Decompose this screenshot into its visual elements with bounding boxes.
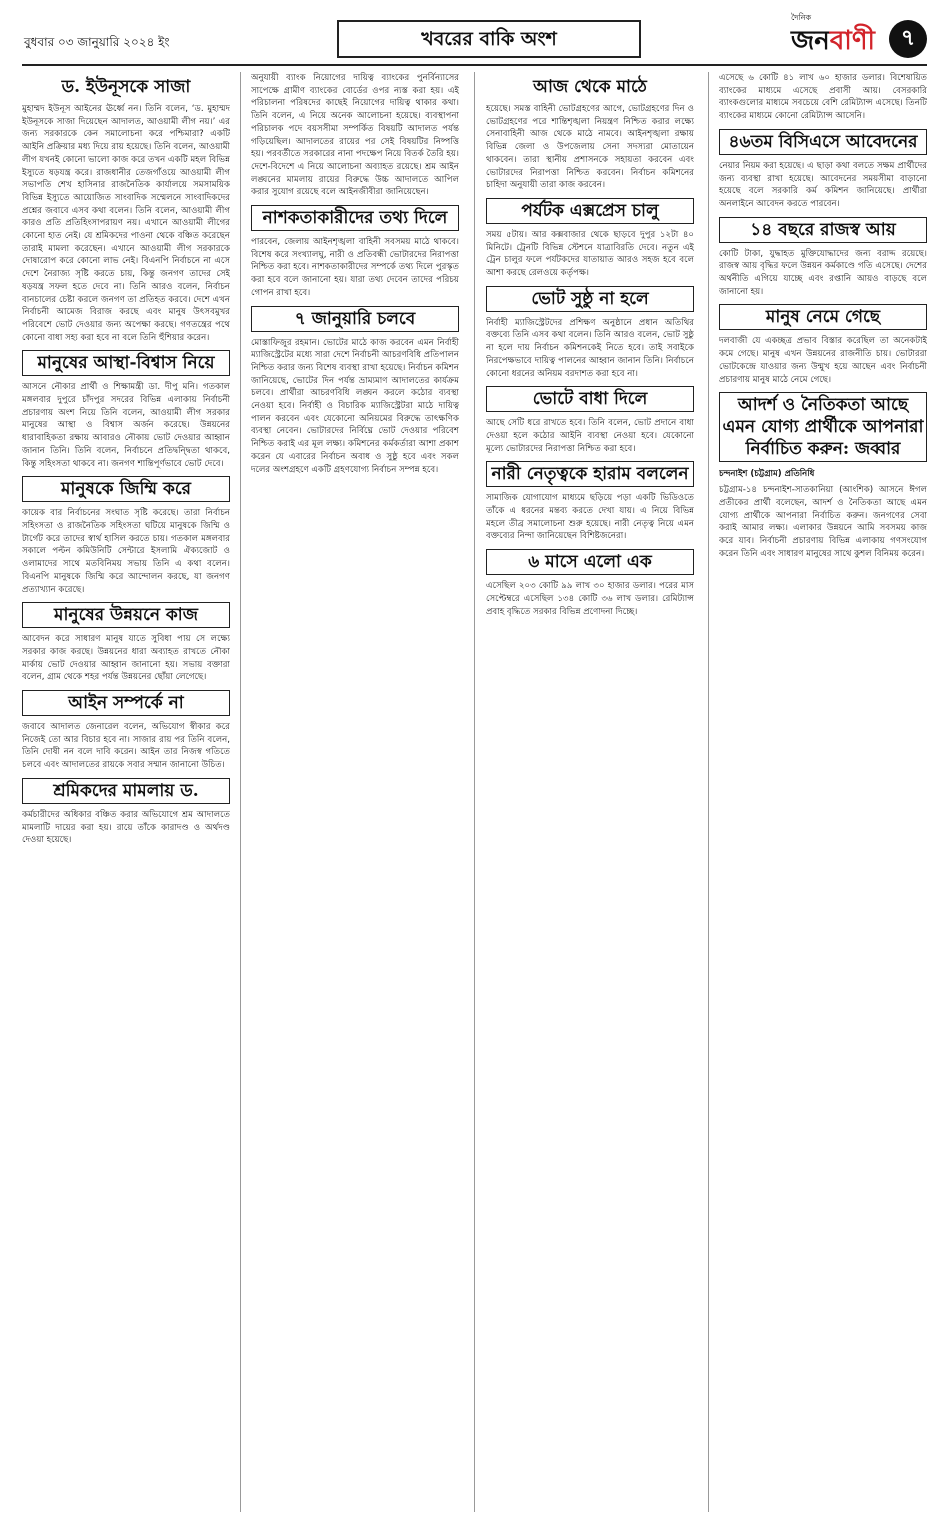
article-headline[interactable]: আজ থেকে মাঠে xyxy=(533,77,647,97)
article-headline[interactable]: ভোটে বাধা দিলে xyxy=(486,386,694,412)
article xyxy=(719,392,927,560)
logo-part1: জন xyxy=(791,26,830,56)
article-body: অনুযায়ী ব্যাংক নিয়োগের দায়িত্ব ব্যাংকের পুনর্বিন্যাসের সাপেক্ষে গ্রামীণ ব্যাংকের বোর্ডের ওপর ন্যস্ত করা হয়। এই পরিচালনা পরিষদের কাছেই নিয়োগের দায়িত্ব থাকার কথা। তিনি বলেন, এ নিয়ে অনেক আলোচনা হয়েছে। ব্যবস্থাপনা পরিচালক পদে বয়সসীমা সম্পর্কিত বিষয়টি আদালত পর্যন্ত গড়িয়েছিল। আদালতের রায়ের পর সেই বিষয়টির নিষ্পত্তি হয়। পরবর্তীতে সরকারের নানা পদক্ষেপ নিয়ে বিতর্ক তৈরি হয়। দেশে-বিদেশে এ নিয়ে আলোচনা অব্যাহত রয়েছে। শ্রম আইন লঙ্ঘনের মামলায় রায়ের বিরুদ্ধে উচ্চ আদালতে আপিল করার সুযোগ রয়েছে বলে আইনজীবীরা জানিয়েছেন। xyxy=(251,73,459,198)
article xyxy=(719,217,927,299)
article-body: মুহাম্মদ ইউনূস আইনের ঊর্ধ্বে নন। তিনি বলেন, ‘ড. মুহাম্মদ ইউনূসকে সাজা দিয়েছেন আদালত, আওয়ামী লীগ নয়।’ এর জন্য সরকারকে কেন সমালোচনা করে পশ্চিমারা? একটি আইনি প্রক্রিয়ার মধ্য দিয়ে রায় হয়েছে। তিনি বলেন, আওয়ামী লীগ যখনই কোনো ভালো কাজ করে তখন একটি মহল বিভিন্ন ইস্যুতে ষড়যন্ত্র করে। রাজধানীর তেজগাঁওয়ে আওয়ামী লীগ সভাপতি শেখ হাসিনার রাজনৈতিক কার্যালয়ে সমসাময়িক বিভিন্ন ইস্যুতে আয়োজিত সাংবাদিক সম্মেলনে সাংবাদিকদের প্রশ্নের জবাবে এসব কথা বলেন। তিনি বলেন, আওয়ামী লীগ কারও প্রতি প্রতিহিংসাপরায়ণ নয়। এখানে আওয়ামী লীগের কোনো হাত নেই। যে শ্রমিকদের পাওনা থেকে বঞ্চিত করেছেন তারাই মামলা করেছেন। এখানে আওয়ামী লীগ সরকারকে দোষারোপ করে কোনো লাভ নেই। বিএনপি নির্বাচনে না এসে দেশে নৈরাজ্য সৃষ্টি করতে চায়, কিন্তু জনগণ তাদের সেই ষড়যন্ত্র সফল হতে দেবে না। তিনি আরও বলেন, নির্বাচন বানচালের চেষ্টা করলে জনগণ তা প্রতিহত করবে। দেশে এখন নির্বাচনী আমেজ বিরাজ করছে এবং মানুষ উৎসবমুখর পরিবেশে ভোট দেওয়ার জন্য অপেক্ষা করছে। গণতন্ত্রের পথে কোনো বাধা সহ্য করা হবে না বলে তিনি হুঁশিয়ার করেন। xyxy=(22,104,230,343)
article xyxy=(486,549,694,618)
article xyxy=(486,76,694,192)
article xyxy=(251,205,459,300)
article xyxy=(486,461,694,543)
article-body: আসনে নৌকার প্রার্থী ও শিক্ষামন্ত্রী ডা. দীপু মনি। গতকাল মঙ্গলবার দুপুরে চাঁদপুর সদরের বিভিন্ন এলাকায় নির্বাচনী প্রচারণায় অংশ নিয়ে তিনি বলেন, আওয়ামী লীগ সরকার মানুষের আস্থা ও বিশ্বাস অর্জন করেছে। উন্নয়নের ধারাবাহিকতা রক্ষায় আবারও নৌকায় ভোট দেওয়ার আহ্বান জানান তিনি। তিনি বলেন, নির্বাচনে প্রতিদ্বন্দ্বিতা থাকবে, কিন্তু সহিংসতা থাকবে না। জনগণ শান্তিপূর্ণভাবে ভোট দেবে। xyxy=(22,382,230,469)
column-4 xyxy=(719,72,927,1514)
article xyxy=(486,386,694,455)
article-headline[interactable]: পর্যটক এক্সপ্রেস চালু xyxy=(486,198,694,224)
article xyxy=(22,602,230,684)
article-body: চট্টগ্রাম-১৪ চন্দনাইশ-সাতকানিয়া (আংশিক) আসনে ঈগল প্রতীকের প্রার্থী বলেছেন, আদর্শ ও নৈতিকতা আছে এমন যোগ্য প্রার্থীকে আপনারা নির্বাচিত করুন। জনগণের সেবা করাই আমার লক্ষ্য। এলাকার উন্নয়নে আমি সবসময় কাজ করে যাব। নির্বাচনী প্রচারণায় বিভিন্ন এলাকায় গণসংযোগ করেন তিনি এবং সাধারণ মানুষের সাথে কুশল বিনিময় করেন। xyxy=(719,485,927,559)
article-headline[interactable]: ভোট সুষ্ঠু না হলে xyxy=(486,286,694,312)
column-1 xyxy=(22,72,230,1514)
article xyxy=(486,286,694,381)
article-body: আছে সেটি ধরে রাখতে হবে। তিনি বলেন, ভোট প্রদানে বাধা দেওয়া হলে কঠোর আইনি ব্যবস্থা নেওয়া হবে। যেকোনো মূল্যে ভোটারদের নিরাপত্তা নিশ্চিত করা হবে। xyxy=(486,418,694,454)
article xyxy=(22,350,230,470)
article xyxy=(486,198,694,280)
article-headline[interactable]: ৪৬তম বিসিএসে আবেদনের xyxy=(719,129,927,155)
column-2 xyxy=(251,72,459,1514)
article xyxy=(22,76,230,344)
article-body: নেয়ার নিয়ম করা হয়েছে। এ ছাড়া কথা বলতে সক্ষম প্রার্থীদের জন্য ব্যবস্থা রাখা হয়েছে। আবেদনের সময়সীমা বাড়ানো হয়েছে বলে সরকারি কর্ম কমিশন জানিয়েছে। প্রার্থীরা অনলাইনে আবেদন করতে পারবেন। xyxy=(719,160,927,209)
article-byline: চন্দনাইশ (চট্টগ্রাম) প্রতিনিধি xyxy=(719,469,815,480)
logo-daily: দৈনিক xyxy=(791,13,812,22)
article-headline[interactable]: নাশকতাকারীদের তথ্য দিলে xyxy=(251,205,459,231)
article-headline[interactable]: নারী নেতৃত্বকে হারাম বললেন xyxy=(486,461,694,487)
logo-part2: বাণী xyxy=(829,26,875,56)
page-header xyxy=(22,14,927,66)
section-title: খবরের বাকি অংশ xyxy=(337,20,641,58)
column-rule xyxy=(708,72,709,1512)
newspaper-logo xyxy=(791,13,875,64)
article-body: কর্মচারীদের অধিকার বঞ্চিত করার অভিযোগে শ্রম আদালতে মামলাটি দায়ের করা হয়। রায়ে তাঁকে কারাদণ্ড ও অর্থদণ্ড দেওয়া হয়েছে। xyxy=(22,809,230,846)
article xyxy=(719,304,927,386)
article-body: নির্বাহী ম্যাজিস্ট্রেটদের প্রশিক্ষণ অনুষ্ঠানে প্রধান অতিথির বক্তব্যে তিনি এসব কথা বলেন। তিনি আরও বলেন, ভোট সুষ্ঠু না হলে দায় নির্বাচন কমিশনকেই নিতে হবে। তাই সবাইকে নিরপেক্ষভাবে দায়িত্ব পালনের আহ্বান জানান তিনি। নির্বাচনে কোনো ধরনের অনিয়ম বরদাশত করা হবে না। xyxy=(486,317,694,379)
article-headline[interactable]: মানুষকে জিম্মি করে xyxy=(22,476,230,502)
article-body: হয়েছে। সমস্ত বাহিনী ভোটগ্রহণের আগে, ভোটগ্রহণের দিন ও ভোটগ্রহণের পরে শান্তিশৃঙ্খলা নিয়ন্ত্রণ নিশ্চিত করার লক্ষ্যে সেনাবাহিনী আজ থেকে মাঠে নামবে। আইনশৃঙ্খলা রক্ষায় বিভিন্ন জেলা ও উপজেলায় সেনা সদস্যরা মোতায়েন থাকবেন। তারা স্থানীয় প্রশাসনকে সহায়তা করবেন এবং ভোটারদের নিরাপত্তা নিশ্চিত করবেন। নির্বাচন কমিশনের চাহিদা অনুযায়ী তারা কাজ করবেন। xyxy=(486,104,694,191)
article-body: এসেছে ৬ কোটি ৪১ লাখ ৬০ হাজার ডলার। বিশেষায়িত ব্যাংকের মাধ্যমে এসেছে প্রবাসী আয়। বেসরকারি ব্যাংকগুলোর মাধ্যমে সবচেয়ে বেশি রেমিট্যান্স এসেছে। তিনটি ব্যাংকের মাধ্যমে কোনো রেমিট্যান্স আসেনি। xyxy=(719,73,927,122)
article-headline[interactable]: মানুষের আস্থা-বিশ্বাস নিয়ে xyxy=(22,350,230,376)
article-body: এসেছিল ২০৩ কোটি ৯৯ লাখ ৩০ হাজার ডলার। পরের মাস সেপ্টেম্বরে এসেছিল ১৩৪ কোটি ৩৬ লাখ ডলার। রেমিট্যান্স প্রবাহ বৃদ্ধিতে সরকার বিভিন্ন প্রণোদনা দিচ্ছে। xyxy=(486,581,694,617)
header-date: বুধবার ০৩ জানুয়ারি ২০২৪ ইং xyxy=(24,35,170,49)
article-headline[interactable]: ড. ইউনূসকে সাজা xyxy=(61,77,191,97)
article-headline[interactable]: শ্রমিকদের মামলায় ড. xyxy=(22,778,230,804)
article-headline[interactable]: মানুষ নেমে গেছে xyxy=(719,304,927,330)
article xyxy=(719,129,927,211)
article-headline[interactable]: ৭ জানুয়ারি চলবে xyxy=(251,306,459,332)
article xyxy=(251,306,459,477)
article-headline[interactable]: আদর্শ ও নৈতিকতা আছে এমন যোগ্য প্রার্থীকে আপনারা নির্বাচিত করুন: জব্বার xyxy=(719,392,927,462)
article-body: সময় ৫টায়। আর কক্সবাজার থেকে ছাড়বে দুপুর ১২টা ৪০ মিনিটে। ট্রেনটি বিভিন্ন স্টেশনে যাত্রাবিরতি দেবে। নতুন এই ট্রেন চালুর ফলে পর্যটকদের যাতায়াত আরও সহজ হবে বলে আশা করছে রেলওয়ে কর্তৃপক্ষ। xyxy=(486,229,694,279)
article-body: পারবেন, জেলায় আইনশৃঙ্খলা বাহিনী সবসময় মাঠে থাকবে। বিশেষ করে সংখ্যালঘু, নারী ও প্রতিবন্ধী ভোটারদের নিরাপত্তা নিশ্চিত করা হবে। নাশকতাকারীদের সম্পর্কে তথ্য দিলে পুরস্কৃত করা হবে বলে জানানো হয়। যারা তথ্য দেবেন তাদের পরিচয় গোপন রাখা হবে। xyxy=(251,237,459,298)
article xyxy=(22,476,230,596)
article-headline[interactable]: ১৪ বছরে রাজস্ব আয় xyxy=(719,217,927,243)
article-headline[interactable]: ৬ মাসে এলো এক xyxy=(486,549,694,575)
article xyxy=(719,72,927,123)
article-body: কোটি টাকা, যুদ্ধাহত মুক্তিযোদ্ধাদের জন্য বরাদ্দ রয়েছে। রাজস্ব আয় বৃদ্ধির ফলে উন্নয়ন কর্মকাণ্ডে গতি এসেছে। দেশের অর্থনীতি এগিয়ে যাচ্ছে এবং রপ্তানি আয়ও বাড়ছে বলে জানানো হয়। xyxy=(719,248,927,297)
article xyxy=(22,690,230,772)
page-number-badge: ৭ xyxy=(889,20,927,58)
article-headline[interactable]: মানুষের উন্নয়নে কাজ xyxy=(22,602,230,628)
article xyxy=(251,72,459,199)
article-body: সামাজিক যোগাযোগ মাধ্যমে ছড়িয়ে পড়া একটি ভিডিওতে তাঁকে এ ধরনের মন্তব্য করতে দেখা যায়। এ নিয়ে বিভিন্ন মহলে তীব্র সমালোচনা শুরু হয়েছে। নারী নেতৃত্ব নিয়ে এমন বক্তব্যের নিন্দা জানিয়েছেন বিশিষ্টজনেরা। xyxy=(486,493,694,542)
article-body: দলবাজী যে একচ্ছত্র প্রভাব বিস্তার করেছিল তা অনেকটাই কমে গেছে। মানুষ এখন উন্নয়নের রাজনীতি চায়। ভোটাররা ভোটকেন্দ্রে যাওয়ার জন্য উন্মুখ হয়ে আছেন এবং নির্বাচনী প্রচারণায় মানুষ মাঠে নেমে গেছে। xyxy=(719,336,927,385)
article xyxy=(22,778,230,847)
column-rule xyxy=(474,72,475,1512)
article-body: জবাবে আদালত জেনারেল বলেন, অভিযোগ স্বীকার করে নিজেই তো আর বিচার হবে না। সাজার রায় পর তিনি বলেন, তিনি দোষী নন বলে দাবি করেন। আইন তার নিজস্ব গতিতে চলবে এবং আদালতের রায়কে সবার সম্মান জানানো উচিত। xyxy=(22,722,230,771)
article-body: আবেদন করে সাধারণ মানুষ যাতে সুবিধা পায় সে লক্ষ্যে সরকার কাজ করছে। উন্নয়নের ধারা অব্যাহত রাখতে নৌকা মার্কায় ভোট দেওয়ার আহ্বান জানানো হয়। সভায় বক্তারা বলেন, গ্রাম থেকে শহর পর্যন্ত উন্নয়নের ছোঁয়া লেগেছে। xyxy=(22,634,230,683)
article-body: কায়েক বার নির্বাচনের সংঘাত সৃষ্টি করেছে। তারা নির্বাচন সহিংসতা ও রাজনৈতিক সহিংসতা ঘটিয়ে মানুষকে জিম্মি ও টার্গেট করে তাদের স্বার্থ হাসিল করতে চায়। গতকাল মঙ্গলবার সকালে পল্টন কমিউনিটি সেন্টারে ইসলামি ঐক্যজোট ও ওলামাদের সাথে মতবিনিময় সভায় তিনি এ কথা বলেন। বিএনপি মানুষকে জিম্মি করে আন্দোলন করছে, যা জনগণ প্রত্যাখ্যান করেছে। xyxy=(22,508,230,595)
column-rule xyxy=(240,72,241,1512)
column-3 xyxy=(486,72,694,1514)
article-body: মোস্তাফিজুর রহমান। ভোটের মাঠে কাজ করবেন এমন নির্বাহী ম্যাজিস্ট্রেটের মধ্যে সারা দেশে নির্বাচনী আচরণবিধি প্রতিপালন নিশ্চিত করার জন্য বিশেষ ব্যবস্থা রাখা হয়েছে। নির্বাচন কমিশন জানিয়েছে, ভোটের দিন পর্যন্ত ভ্রাম্যমাণ আদালতের কার্যক্রম চলবে। প্রার্থীরা আচরণবিধি লঙ্ঘন করলে কঠোর ব্যবস্থা নেওয়া হবে। নির্বাহী ও বিচারিক ম্যাজিস্ট্রেটরা মাঠে দায়িত্ব পালন করবেন এবং যেকোনো অনিয়মের বিরুদ্ধে তাৎক্ষণিক ব্যবস্থা নেবেন। ভোটারদের নির্বিঘ্নে ভোট দেওয়ার পরিবেশ নিশ্চিত করাই এর মূল লক্ষ্য। কমিশনের কর্মকর্তারা আশা প্রকাশ করেন যে এবারের নির্বাচন অবাধ ও সুষ্ঠু হবে এবং সকল দলের অংশগ্রহণে একটি গ্রহণযোগ্য নির্বাচন সম্পন্ন হবে। xyxy=(251,337,459,475)
article-headline[interactable]: আইন সম্পর্কে না xyxy=(22,690,230,716)
